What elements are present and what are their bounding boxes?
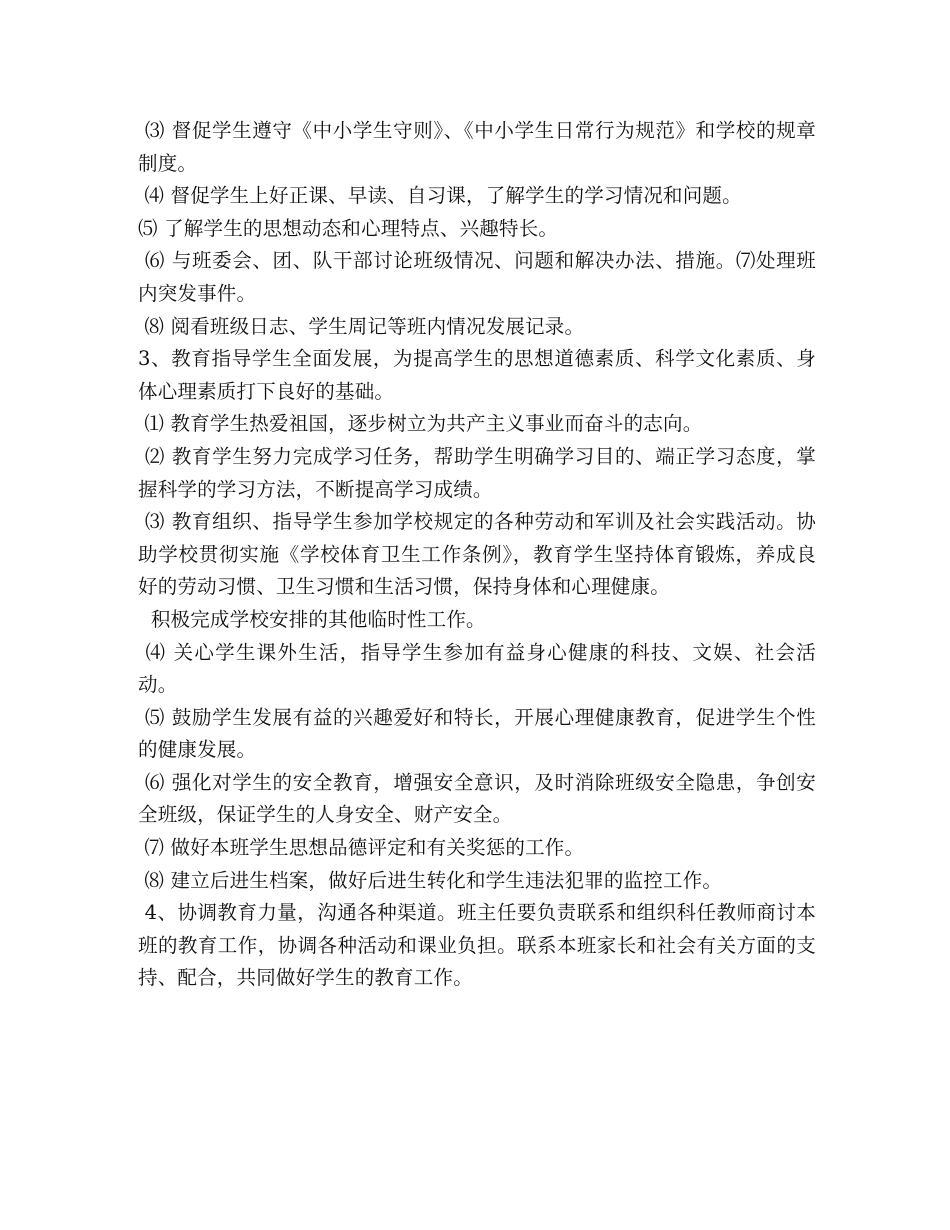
document-page	[138, 115, 816, 995]
paragraph-3-8: ⑻ 阅看班级日志、学生周记等班内情况发展记录。	[138, 314, 585, 338]
paragraph-s3-3: ⑶ 教育组织、指导学生参加学校规定的各种劳动和军训及社会实践活动。协助学校贯彻实施《学校体育卫生工作条例》，教育学生坚持体育锻炼，养成良好的劳动习惯、卫生习惯和生活习惯，保持身体和心理健康。	[138, 510, 816, 599]
paragraph-extra-work: 积极完成学校安排的其他临时性工作。	[138, 607, 486, 631]
paragraph-3-3: ⑶ 督促学生遵守《中小学生守则》、《中小学生日常行为规范》和学校的规章制度。	[138, 119, 816, 175]
paragraph-s3-5: ⑸ 鼓励学生发展有益的兴趣爱好和特长，开展心理健康教育，促进学生个性的健康发展。	[138, 705, 816, 762]
paragraph-s3-2: ⑵ 教育学生努力完成学习任务，帮助学生明确学习目的、端正学习态度，掌握科学的学习方法，不断提高学习成绩。	[138, 444, 816, 501]
paragraph-s3-1: ⑴ 教育学生热爱祖国，逐步树立为共产主义事业而奋斗的志向。	[138, 412, 703, 436]
section-3-heading: 3、教育指导学生全面发展，为提高学生的思想道德素质、科学文化素质、身体心理素质打下良好的基础。	[138, 347, 816, 403]
paragraph-3-5: ⑸ 了解学生的思想动态和心理特点、兴趣特长。	[138, 216, 559, 240]
paragraph-3-6: ⑹ 与班委会、团、队干部讨论班级情况、问题和解决办法、措施。⑺处理班内突发事件。	[138, 249, 816, 305]
paragraph-s3-4: ⑷ 关心学生课外生活，指导学生参加有益身心健康的科技、文娱、社会活动。	[138, 640, 816, 697]
paragraph-3-4: ⑷ 督促学生上好正课、早读、自习课，了解学生的学习情况和问题。	[138, 184, 742, 208]
section-4-paragraph: 4、协调教育力量，沟通各种渠道。班主任要负责联系和组织科任教师商讨本班的教育工作，协调各种活动和课业负担。联系本班家长和社会有关方面的支持、配合，共同做好学生的教育工作。	[138, 901, 816, 990]
paragraph-s3-6: ⑹ 强化对学生的安全教育，增强安全意识，及时消除班级安全隐患，争创安全班级，保证学生的人身安全、财产安全。	[138, 770, 816, 827]
paragraph-s3-8: ⑻ 建立后进生档案，做好后进生转化和学生违法犯罪的监控工作。	[138, 868, 723, 892]
paragraph-s3-7: ⑺ 做好本班学生思想品德评定和有关奖惩的工作。	[138, 836, 585, 860]
